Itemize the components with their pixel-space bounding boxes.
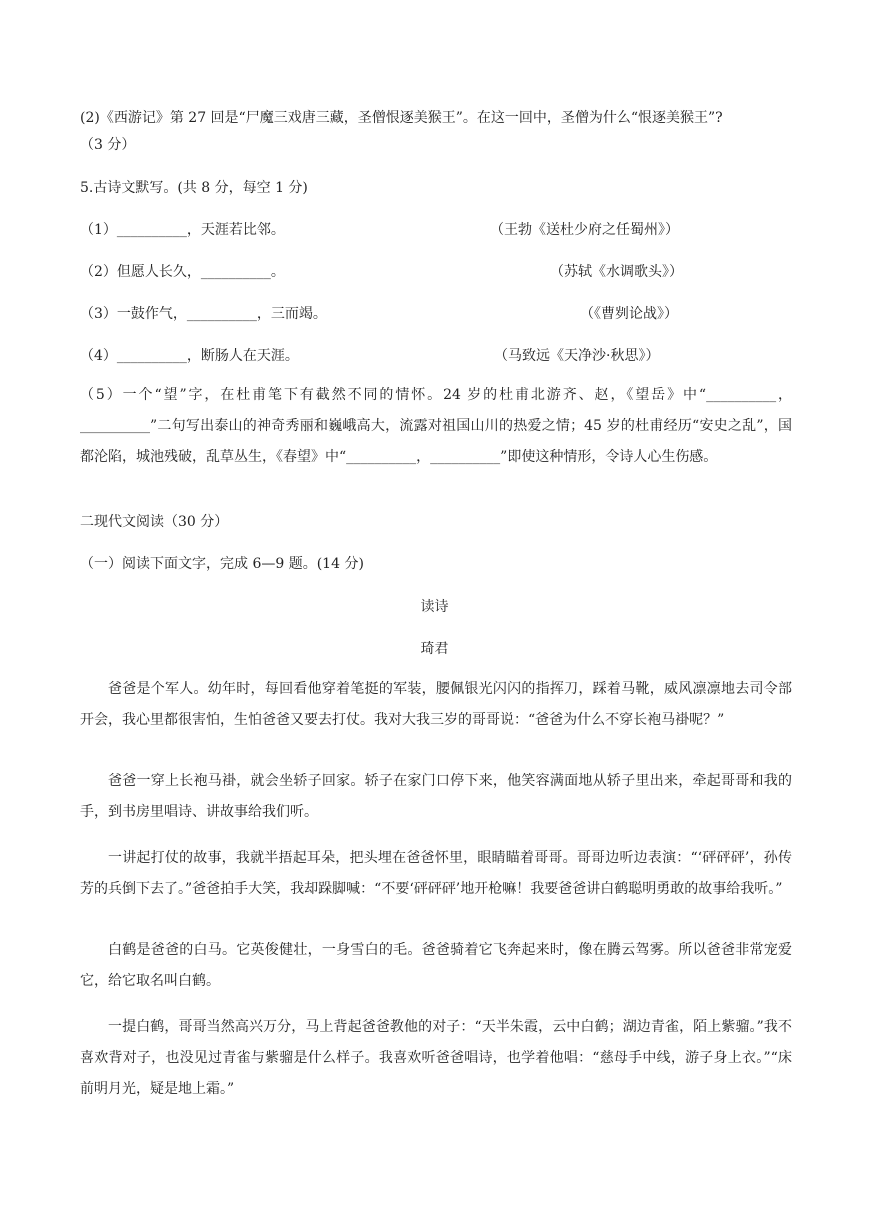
article-paragraph-3: 一讲起打仗的故事，我就半捂起耳朵，把头埋在爸爸怀里，眼睛瞄着哥哥。哥哥边听边表演：“‘砰砰砰’，孙传芳的兵倒下去了。”爸爸拍手大笑，我却跺脚喊：“不要‘砰砰砰’地开枪嘛！我要爸爸讲白鹤聪明勇敢的故事给我听。”	[80, 850, 792, 897]
article-paragraph-2: 爸爸一穿上长袍马褂，就会坐轿子回家。轿子在家门口停下来，他笑容满面地从轿子里出来，牵起哥哥和我的手，到书房里唱诗、讲故事给我们听。	[80, 773, 792, 820]
article-paragraph-5: 一提白鹤，哥哥当然高兴万分，马上背起爸爸教他的对子：“天半朱霞，云中白鹤；湖边青雀，陌上紫骝。”我不喜欢背对子，也没见过青雀与紫骝是什么样子。我喜欢听爸爸唱诗，也学着他唱：“慈母手中线，游子身上衣。”“床前明月光，疑是地上霜。”	[80, 1019, 792, 1097]
recitation-source-3: （《曹刿论战》）	[580, 306, 678, 322]
section-2-heading: 二现代文阅读（30 分）	[80, 514, 229, 530]
question-4-2-text: (2)《西游记》第 27 回是“尸魔三戏唐三藏，圣僧恨逐美猴王”。在这一回中，圣僧为什么“恨逐美猴王”?	[80, 110, 723, 126]
article-paragraph-1: 爸爸是个军人。幼年时，每回看他穿着笔挺的军装，腰佩银光闪闪的指挥刀，踩着马靴，威风凛凛地去司令部开会，我心里都很害怕，生怕爸爸又要去打仗。我对大我三岁的哥哥说：“爸爸为什么不穿长袍马褂呢？”	[80, 681, 792, 728]
recitation-item-3: （3）一鼓作气，__________，三而竭。	[80, 306, 327, 322]
recitation-source-4: （马致远《天净沙·秋思》）	[494, 348, 660, 364]
recitation-item-4: （4）__________，断肠人在天涯。	[80, 348, 299, 364]
article-paragraph-4: 白鹤是爸爸的白马。它英俊健壮，一身雪白的毛。爸爸骑着它飞奔起来时，像在腾云驾雾。所以爸爸非常宠爱它，给它取名叫白鹤。	[80, 942, 792, 989]
article-author: 琦君	[420, 641, 449, 657]
recitation-source-1: （王勃《送杜少府之任蜀州》）	[490, 222, 679, 238]
recitation-source-2: （苏轼《水调歌头》）	[550, 264, 683, 280]
question-5-heading: 5.古诗文默写。(共 8 分，每空 1 分)	[80, 180, 308, 196]
recitation-item-1: （1）__________，天涯若比邻。	[80, 222, 285, 238]
article-title: 读诗	[420, 599, 449, 615]
recitation-item-5: （5）一个“望”字，在杜甫笔下有截然不同的情怀。24 岁的杜甫北游齐、赵，《望岳》中“__________，__________”二句写出泰山的神奇秀丽和巍峨高大，流露对祖国山川的热爱之情；45 岁的杜甫经历“安史之乱”，国都沦陷，城池残破，乱草丛生，《春望》中“__________，__________”即使这种情形，令诗人心生伤感。	[80, 387, 792, 465]
reading-1-instructions: （一）阅读下面文字，完成 6—9 题。(14 分)	[80, 556, 364, 572]
question-4-2-score: （3 分）	[80, 137, 136, 153]
recitation-item-2: （2）但愿人长久，__________。	[80, 264, 285, 280]
